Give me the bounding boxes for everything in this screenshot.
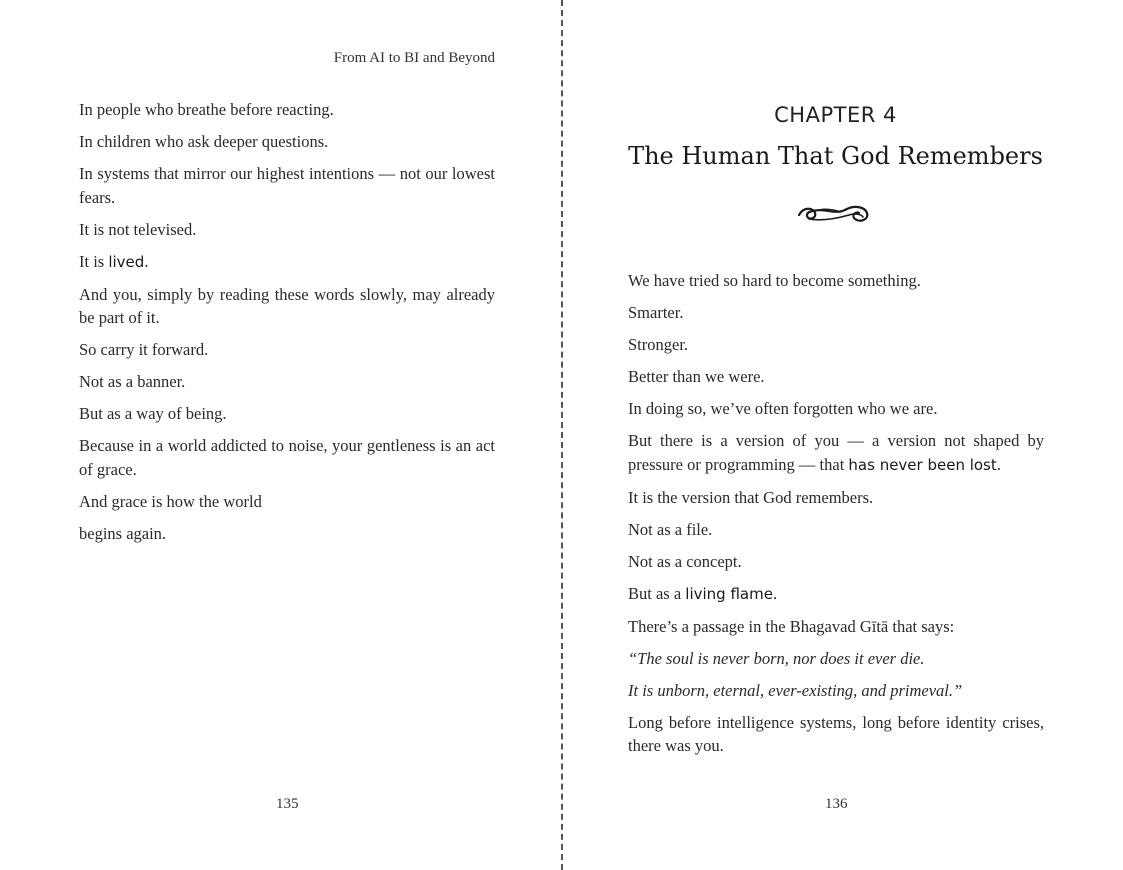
paragraph: There’s a passage in the Bhagavad Gītā that says: xyxy=(628,616,955,636)
emphasis-text: lived xyxy=(108,252,145,271)
paragraph: In children who ask deeper questions. xyxy=(79,132,329,151)
left-body-text xyxy=(79,98,495,554)
chapter-title: The Human That God Remembers xyxy=(628,142,1043,170)
paragraph xyxy=(628,582,1044,607)
paragraph-text: . xyxy=(772,583,778,603)
left-page xyxy=(0,0,561,870)
chapter-label: CHAPTER 4 xyxy=(774,103,897,127)
running-head: From AI to BI and Beyond xyxy=(333,50,495,66)
paragraph: In systems that mirror our highest intentions — not our lowest fears. xyxy=(79,164,495,207)
paragraph: And you, simply by reading these words slowly, may already be part of it. xyxy=(79,284,495,327)
paragraph-text: It is xyxy=(79,251,109,271)
paragraph xyxy=(628,429,1044,477)
paragraph xyxy=(79,250,495,275)
paragraph: We have tried so hard to become something. xyxy=(628,271,921,290)
paragraph: But as a way of being. xyxy=(79,404,227,423)
paragraph: begins again. xyxy=(79,523,167,543)
paragraph: In people who breathe before reacting. xyxy=(79,100,334,119)
paragraph: Because in a world addicted to noise, your gentleness is an act of grace. xyxy=(79,436,495,479)
paragraph: It is not televised. xyxy=(79,219,197,239)
ornamental-flourish-icon xyxy=(795,199,875,229)
emphasis-text: living flame xyxy=(685,584,773,603)
emphasis-text: has never been lost xyxy=(848,455,997,474)
quote-line: It is unborn, eternal, ever-existing, and primeval.” xyxy=(628,680,963,700)
paragraph: In doing so, we’ve often forgotten who we are. xyxy=(628,399,938,418)
paragraph-text: But as a xyxy=(628,583,686,603)
page-number: 136 xyxy=(825,796,848,812)
paragraph: Long before intelligence systems, long before identity crises, there was you. xyxy=(628,712,1044,755)
paragraph-text: But there is a version of you — a version not shaped by pressure or programming — that xyxy=(628,431,1044,474)
paragraph-text: . xyxy=(144,251,149,271)
paragraph: Not as a banner. xyxy=(79,372,186,391)
paragraph: Not as a file. xyxy=(628,519,713,539)
paragraph: Better than we were. xyxy=(628,367,765,386)
quote-line: “The soul is never born, nor does it ever die. xyxy=(628,648,925,668)
paragraph: Smarter. xyxy=(628,303,684,322)
right-page xyxy=(563,0,1123,870)
paragraph: It is the version that God remembers. xyxy=(628,487,874,507)
paragraph: Not as a concept. xyxy=(628,551,742,571)
paragraph: Stronger. xyxy=(628,335,689,354)
paragraph: So carry it forward. xyxy=(79,340,209,359)
paragraph: And grace is how the world xyxy=(79,491,262,511)
paragraph-text: . xyxy=(996,454,1001,474)
page-number: 135 xyxy=(276,796,299,812)
right-body-text xyxy=(628,269,1044,766)
